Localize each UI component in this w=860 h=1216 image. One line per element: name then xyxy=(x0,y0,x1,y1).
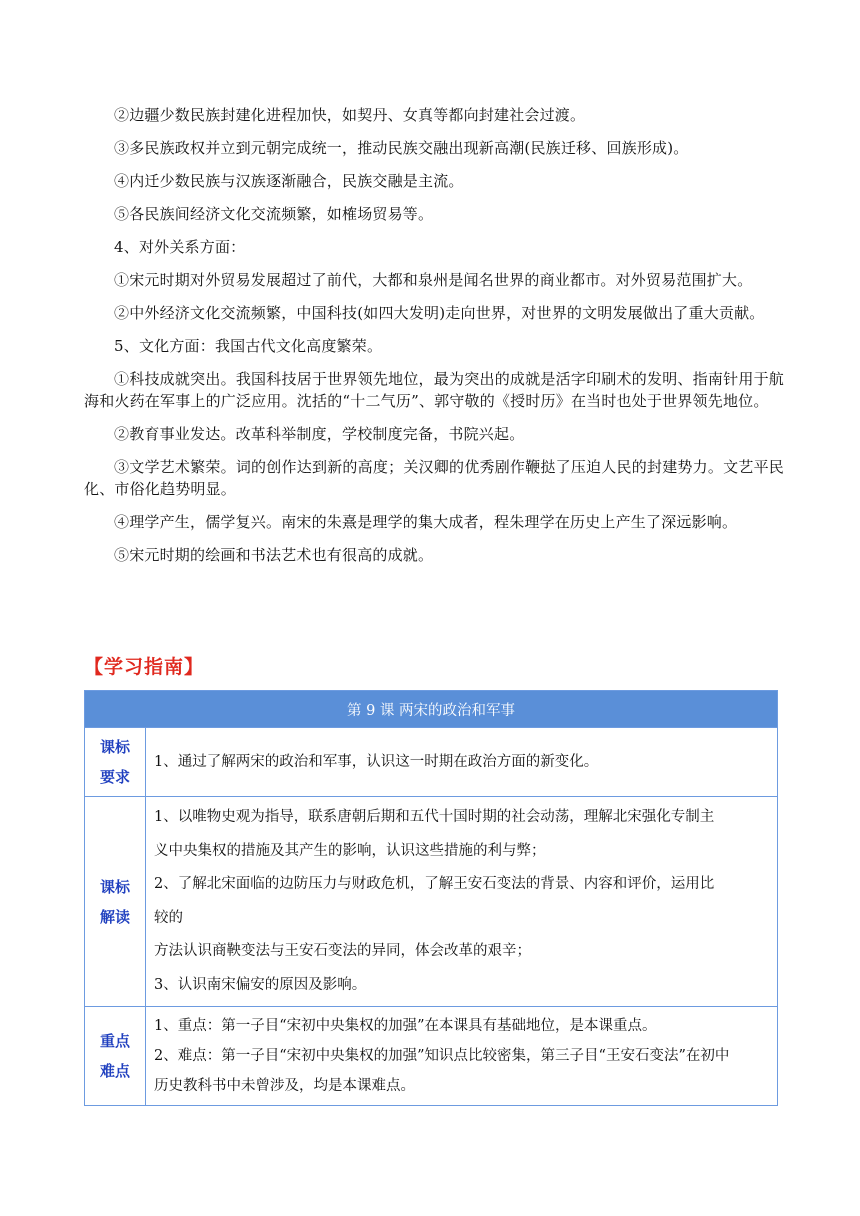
content-line: 义中央集权的措施及其产生的影响，认识这些措施的利与弊； xyxy=(154,842,546,859)
row-label-line: 重点 xyxy=(99,1032,130,1050)
content-line: 2、了解北宋面临的边防压力与财政危机，了解王安石变法的背景、内容和评价，运用比 xyxy=(154,876,715,892)
body-text xyxy=(84,104,784,577)
row-label-line: 解读 xyxy=(99,907,130,926)
section-heading: 5、文化方面：我国古代文化高度繁荣。 xyxy=(114,337,383,355)
guide-title: 【学习指南】 xyxy=(84,656,205,678)
paragraph: ③多民族政权并立到元朝完成统一，推动民族交融出现新高潮(民族迁移、回族形成)。 xyxy=(114,139,689,157)
row-content xyxy=(146,1007,778,1106)
content-line: 历史教科书中未曾涉及，均是本课难点。 xyxy=(154,1078,415,1094)
paragraph: ②边疆少数民族封建化进程加快，如契丹、女真等都向封建社会过渡。 xyxy=(114,106,586,124)
table-header: 第 9 课 两宋的政治和军事 xyxy=(85,691,778,728)
paragraph: ⑤各民族间经济文化交流频繁，如榷场贸易等。 xyxy=(114,205,434,223)
paragraph: ①科技成就突出。我国科技居于世界领先地位，最为突出的成就是活字印刷术的发明、指南针用于航海和火药在军事上的广泛应用。沈括的“十二气历”、郭守敬的《授时历》在当时也处于世界领先地位。 xyxy=(84,370,784,410)
content-line: 2、难点：第一子目“宋初中央集权的加强”知识点比较密集，第三子目“王安石变法”在初中 xyxy=(154,1048,730,1064)
content-line: 方法认识商鞅变法与王安石变法的异同，体会改革的艰辛； xyxy=(154,943,531,959)
paragraph: ①宋元时期对外贸易发展超过了前代，大都和泉州是闻名世界的商业都市。对外贸易范围扩大。 xyxy=(114,271,753,289)
content-line: 1、以唯物史观为指导，联系唐朝后期和五代十国时期的社会动荡，理解北宋强化专制主 xyxy=(154,809,715,825)
guide-table xyxy=(84,690,778,1106)
row-label-line: 难点 xyxy=(99,1062,130,1080)
table-row xyxy=(85,728,778,797)
row-label xyxy=(85,1007,146,1106)
row-content xyxy=(146,728,778,797)
row-label-line: 要求 xyxy=(99,768,130,786)
paragraph: ④理学产生，儒学复兴。南宋的朱熹是理学的集大成者，程朱理学在历史上产生了深远影响。 xyxy=(114,513,738,531)
row-label-line: 课标 xyxy=(99,877,130,896)
paragraph: ②中外经济文化交流频繁，中国科技(如四大发明)走向世界，对世界的文明发展做出了重大贡献。 xyxy=(114,304,765,322)
content-line: 3、认识南宋偏安的原因及影响。 xyxy=(154,976,367,993)
row-label xyxy=(85,797,146,1007)
paragraph: ③文学艺术繁荣。词的创作达到新的高度；关汉卿的优秀剧作鞭挞了压迫人民的封建势力。文艺平民化、市俗化趋势明显。 xyxy=(84,458,784,498)
table-row xyxy=(85,797,778,1007)
content-line: 1、重点：第一子目“宋初中央集权的加强”在本课具有基础地位，是本课重点。 xyxy=(154,1018,657,1034)
table-header-row xyxy=(85,691,778,728)
row-content xyxy=(146,797,778,1007)
section-heading: 4、对外关系方面： xyxy=(114,238,246,256)
paragraph: ⑤宋元时期的绘画和书法艺术也有很高的成就。 xyxy=(114,546,434,564)
row-label xyxy=(85,728,146,797)
row-label-line: 课标 xyxy=(99,738,130,756)
paragraph: ④内迁少数民族与汉族逐渐融合，民族交融是主流。 xyxy=(114,172,464,190)
content-line: 1、通过了解两宋的政治和军事，认识这一时期在政治方面的新变化。 xyxy=(154,754,599,770)
table-row xyxy=(85,1007,778,1106)
content-line: 较的 xyxy=(154,909,183,926)
paragraph: ②教育事业发达。改革科举制度，学校制度完备，书院兴起。 xyxy=(114,425,525,443)
